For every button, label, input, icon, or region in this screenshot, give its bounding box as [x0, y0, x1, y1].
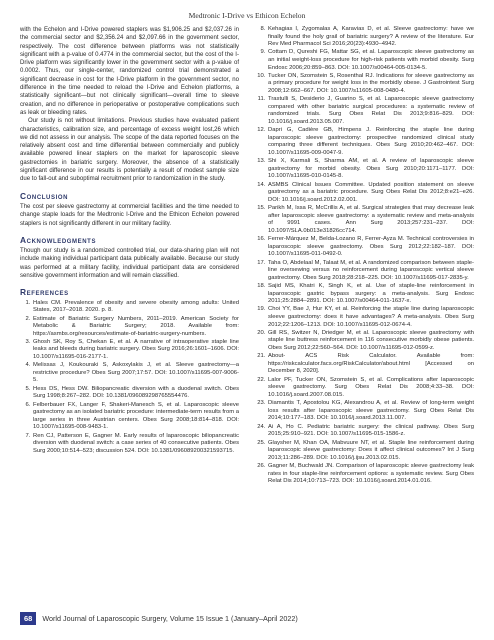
reference-list-left	[20, 300, 239, 456]
body-paragraph: Our study is not without limitations. Previous studies have evaluated patient characteristics, calibration size, and percentage of excess weight lost,26 which we did not assess in our analysis. The scope of the data reported focuses on the relatively absent cost and time differential between commercially and publicly available powered linear staplers on the market for laparoscopic sleeve gastrectomies in bariatric surgery. Moreover, the absence of a statistically significant difference in our results is potentially a result of modest sample size due to fall-out and suboptimal recruitment prior to randomization in the study.	[20, 118, 239, 183]
conclusion-text: The cost per sleeve gastrectomy at commercial facilities and the time needed to change staple loads for the Medtronic I-Drive and the Ethicon Echelon powered staplers is not significantly different in our military facility.	[20, 203, 239, 227]
reference-item: 19. Choi YY, Bae J, Hur KY, et al. Reinforcing the staple line during laparoscopic sleeve gastrectomy: does it have advantages? A meta-analysis. Obes Surg 2012;22:1206–1213. DOI: 10.1007/s11695-012-0674-4.	[267, 306, 474, 329]
reference-item: 14. ASMBS Clinical Issues Committee. Updated position statement on sleeve gastrectomy as a bariatric procedure. Surg Obes Relat Dis 2012;8:e21–e26. DOI: 10.1016/j.soard.2012.02.001.	[267, 182, 474, 205]
reference-item: 7. Ren CJ, Patterson E, Gagner M. Early results of laparoscopic biliopancreatic diversion with duodenal switch: a case series of 40 consecutive patients. Obes Surg 2000;10:514–523; discussion 524. DOI: 10.1381/096089200321593715.	[32, 433, 239, 456]
reference-item: 26. Gagner M, Buchwald JN. Comparison of laparoscopic sleeve gastrectomy leak rates in four staple-line reinforcement options: a systematic review. Surg Obes Relat Dis 2014;10:713–723. DOI: 10.1016/j.soard.2014.01.016.	[267, 463, 474, 486]
acknowledgments-text: Though our study is a randomized controlled trial, our data-sharing plan will not include making individual participant data publically available. Because our study was performed at a military facility, individual participant data are considered sensitive government information and will remain classified.	[20, 248, 239, 280]
reference-item: 1. Hales CM. Prevalence of obesity and severe obesity among adults: United States, 2017–2018. 2020. p. 8.	[32, 300, 239, 315]
conclusion-heading: Conclusion	[20, 190, 69, 201]
running-header: Medtronic I-Drive vs Ethicon Echelon	[188, 11, 306, 20]
reference-item: 23. Diamantis T, Apostolou KG, Alexandrou A, et al. Review of long-term weight loss results after laparoscopic sleeve gastrectomy. Surg Obes Relat Dis 2014;10:177–183. DOI: 10.1016/j.soard.2013.11.007.	[267, 400, 474, 423]
reference-item: 10. Tucker ON, Szomstein S, Rosenthal RJ. Indications for sleeve gastrectomy as a primary procedure for weight loss in the morbidly obese. J Gastrointest Surg 2008;12:662–667. DOI: 10.1007/s11605-008-0480-4.	[267, 73, 474, 96]
reference-item: 6. Felberbauer FX, Langer F, Shakeri-Manesch S, et al. Laparoscopic sleeve gastrectomy as an isolated bariatric procedure: intermediate-term results from a large series in three Austrian centers. Obes Surg 2008;18:814–818. DOI: 10.1007/s11695-008-9483-1.	[32, 402, 239, 432]
body-paragraph: with the Echelon and I-Drive powered staplers was $1,906.25 and $2,037.26 in the commercial sector and $2,356.24 and $2,097.66 in the government sector, respectively. The cost difference between platforms was not statistically significant with a p-value of 0.4774 in the commercial sector, but the cost of the I-Drive platform was significantly lower in the government sector with a p-value of 0.0002. Thus, our single-center, randomized control trial demonstrated a significant decrease in cost for the I-Drive platform in the government sector, no difference in the time needed to reload the I-Drive and Echelon platforms, a statistically significant—but not clinically significant—overall time to sleeve creation, and no difference in perioperative or postoperative complications such as leak or bleeding rates.	[20, 27, 239, 116]
reference-item: 3. Ghosh SK, Roy S, Chekan E, et al. A narrative of intraoperative staple line leaks and bleeds during bariatric surgery. Obes Surg 2016;26:1601–1606. DOI: 10.1007/s11695-016-2177-1.	[32, 339, 239, 362]
reference-item: 17. Taha O, Abdelaal M, Talaat M, et al. A randomized comparison between staple-line oversewing versus no reinforcement during laparoscopic vertical sleeve gastrectomy. Obes Surg 2018;28:218–225. DOI: 10.1007/s11695-017-2835-y.	[267, 260, 474, 283]
reference-item: 16. Ferrer-Márquez M, Belda-Lozano R, Ferrer-Ayza M. Technical controversies in laparoscopic sleeve gastrectomy. Obes Surg 2012;22:182–187. DOI: 10.1007/s11695-011-0492-0.	[267, 236, 474, 259]
reference-item: 12. Dapri G, Cadière GB, Himpens J. Reinforcing the staple line during laparoscopic sleeve gastrectomy: prospective randomized clinical study comparing three different techniques. Obes Surg 2010;20:462–467. DOI: 10.1007/s11695-009-0047-9.	[267, 127, 474, 157]
reference-item: 24. Ai A, Ho C. Pediatric bariatric surgery: the clinical pathway. Obes Surg 2015;25:910–921. DOI: 10.1007/s11695-015-1586-z.	[267, 424, 474, 439]
left-column	[20, 26, 239, 456]
reference-item: 21. About- ACS Risk Calculator. Available from: https://riskcalculator.facs.org/RiskCalculator/about.html [Accessed on December 8, 2020].	[267, 353, 474, 376]
reference-item: 5. Hess DS, Hess DW. Biliopancreatic diversion with a duodenal switch. Obes Surg 1998;8:267–282. DOI: 10.1381/096089298765554476.	[32, 386, 239, 401]
page-number: 68	[20, 612, 36, 625]
reference-item: 8. Kehagias I, Zygomalas A, Karavias D, et al. Sleeve gastrectomy: have we finally found the holy grail of bariatric surgery? A review of the literature. Eur Rev Med Pharmacol Sci 2016;20(23):4930–4942.	[267, 26, 474, 49]
reference-item: 15. Parikh M, Issa R, McCrillis A, et al. Surgical strategies that may decrease leak after laparoscopic sleeve gastrectomy: a systematic review and meta-analysis of 9991 cases. Ann Surg 2013;257:231–237. DOI: 10.1097/SLA.0b013e31826cc714.	[267, 205, 474, 235]
reference-item: 22. Lalor PF, Tucker ON, Szomstein S, et al. Complications after laparoscopic sleeve gastrectomy. Surg Obes Relat Dis 2008;4:33–38. DOI: 10.1016/j.soard.2007.08.015.	[267, 377, 474, 400]
reference-item: 9. Cottam D, Qureshi FG, Mattar SG, et al. Laparoscopic sleeve gastrectomy as an initial weight-loss procedure for high-risk patients with morbid obesity. Surg Endosc 2006;20:859–863. DOI: 10.1007/s00464-005-0134-5.	[267, 49, 474, 72]
reference-item: 11. Trastulli S, Desiderio J, Guarino S, et al. Laparoscopic sleeve gastrectomy compared with other bariatric surgical procedures: a systematic review of randomized trials. Surg Obes Relat Dis 2013;9:816–829. DOI: 10.1016/j.soard.2013.05.007.	[267, 96, 474, 126]
references-heading: References	[20, 287, 69, 298]
acknowledgments-heading: Acknowledgments	[20, 234, 97, 245]
reference-item: 20. Gill RS, Switzer N, Driedger M, et al. Laparoscopic sleeve gastrectomy with staple line buttress reinforcement in 116 consecutive morbidly obese patients. Obes Surg 2012;22:560–564. DOI: 10.1007/s11695-012-0599-z.	[267, 330, 474, 353]
journal-citation: World Journal of Laparoscopic Surgery, Volume 15 Issue 1 (January–April 2022)	[42, 613, 298, 623]
reference-item: 13. Shi X, Karmali S, Sharma AM, et al. A review of laparoscopic sleeve gastrectomy for morbid obesity. Obes Surg 2010;20:1171–1177. DOI: 10.1007/s11695-010-0145-8.	[267, 158, 474, 181]
reference-item: 25. Glaysher M, Khan OA, Mabvuure NT, et al. Staple line reinforcement during laparoscopic sleeve gastrectomy: Does it affect clinical outcomes? Int J Surg 2013;11:286–289. DOI: 10.1016/j.ijsu.2013.02.015.	[267, 440, 474, 463]
page-footer	[20, 611, 298, 625]
reference-list-right	[255, 26, 474, 486]
reference-item: 2. Estimate of Bariatric Surgery Numbers, 2011–2019. American Society for Metabolic & Bariatric Surgery; 2018. Available from: https://asmbs.org/resources/estimate-of-bariatric-surgery-numbers.	[32, 316, 239, 339]
right-column	[255, 26, 474, 486]
reference-item: 4. Melissas J, Koukouraki S, Askoxylakis J, et al. Sleeve gastrectomy—a restrictive procedure? Obes Surg 2007;17:57. DOI: 10.1007/s11695-007-9006-5.	[32, 362, 239, 385]
reference-item: 18. Sajid MS, Khatri K, Singh K, et al. Use of staple-line reinforcement in laparoscopic gastric bypass surgery: a meta-analysis. Surg Endosc 2011;25:2884–2891. DOI: 10.1007/s00464-011-1637-x.	[267, 283, 474, 306]
